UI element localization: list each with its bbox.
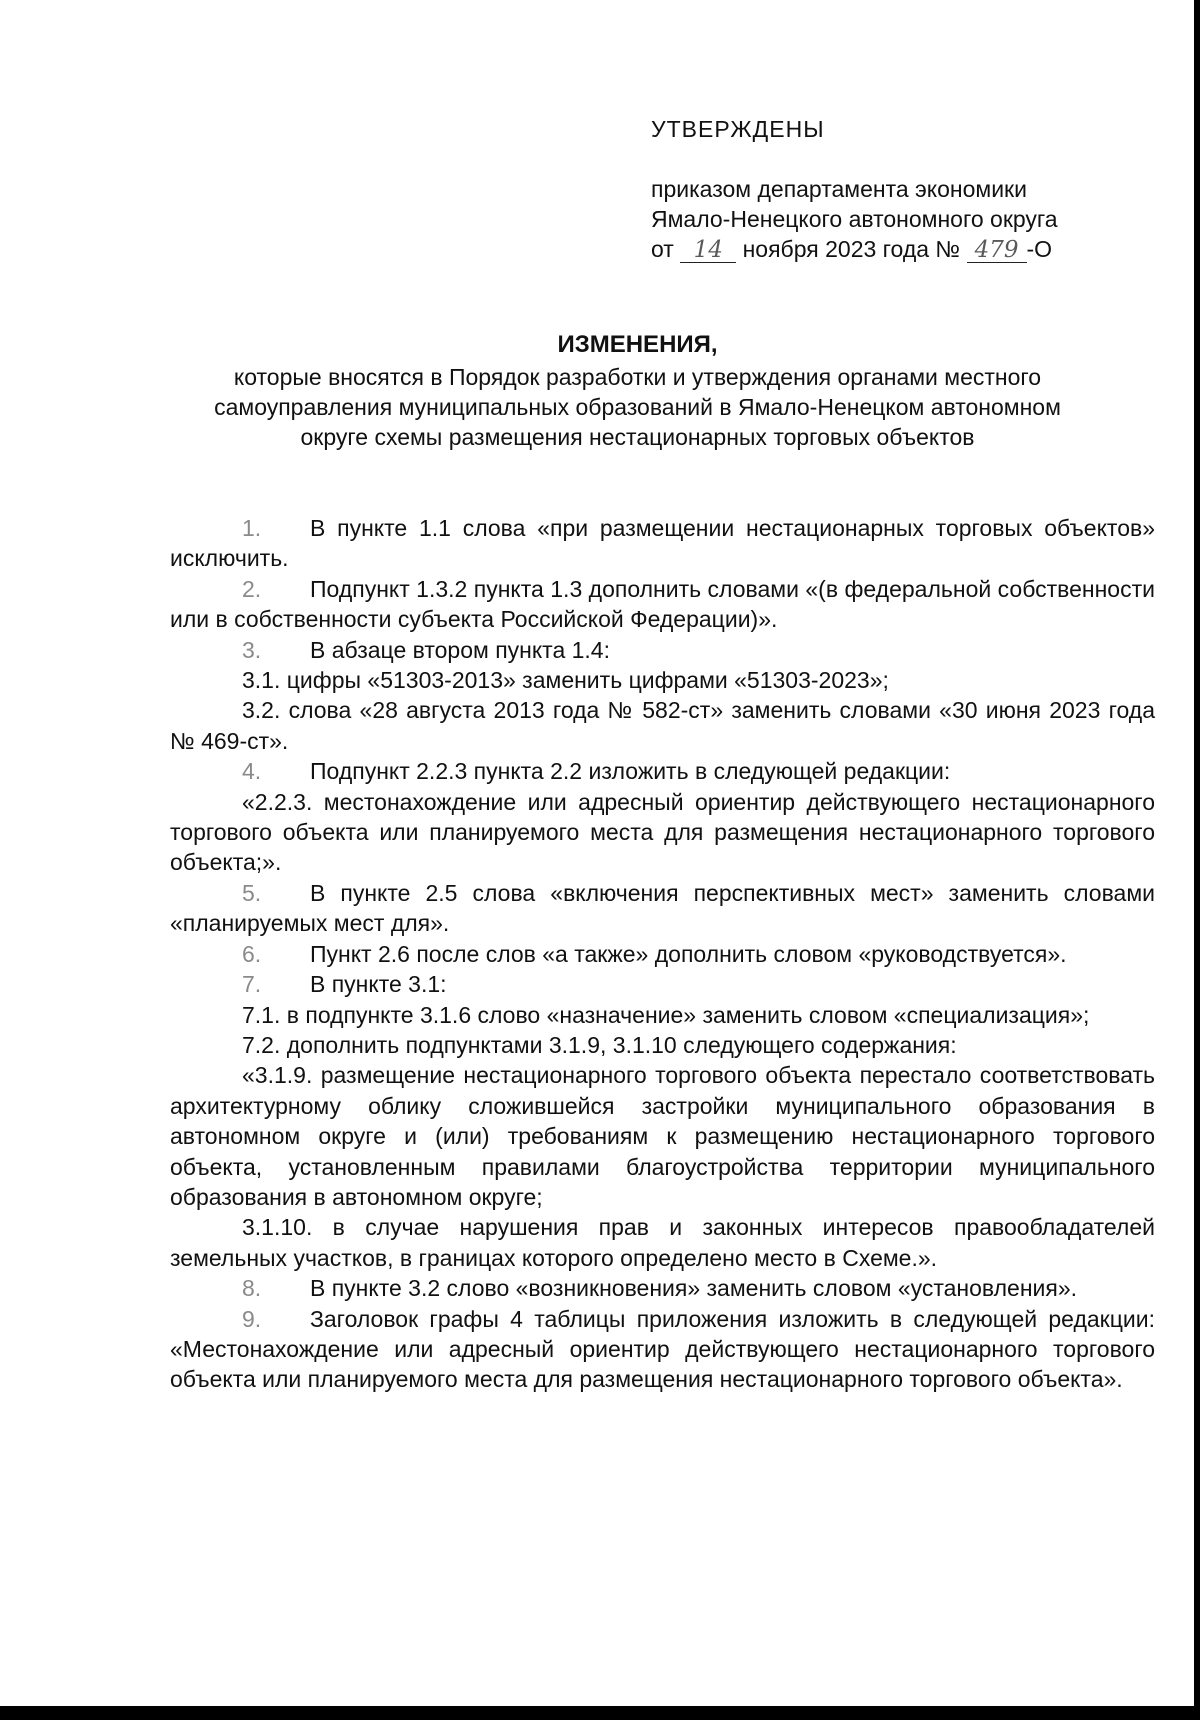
handwritten-order-number: 479 <box>967 238 1027 263</box>
amendment-item-4 <box>170 756 1155 786</box>
item-text: В абзаце втором пункта 1.4: <box>310 636 610 663</box>
amendment-quote-3-1-10 <box>170 1212 1155 1273</box>
item-number: 5. <box>242 879 262 906</box>
item-text: «3.1.9. размещение нестационарного торгового объекта перестало соответствовать архитектурному облику сложившейся застройки муниципального образования в автономном округе и (или) требованиям к размещению нестационарного торгового объекта, установленным правилами благоустройства территории муниципального образования в автономном округе; <box>170 1062 1155 1210</box>
amendment-item-9 <box>170 1304 1155 1395</box>
item-text: В пункте 3.1: <box>310 971 447 998</box>
title-line-1: которые вносятся в Порядок разработки и утверждения органами местного <box>233 364 1042 390</box>
approval-block <box>651 114 1058 264</box>
item-text: «2.2.3. местонахождение или адресный ориентир действующего нестационарного торгового объекта или планируемого места для размещения нестационарного торгового объекта;». <box>170 788 1155 876</box>
title-heading: ИЗМЕНЕНИЯ, <box>557 331 718 358</box>
scan-border <box>1194 0 1200 1720</box>
amendment-item-5 <box>170 878 1155 939</box>
amendments-list <box>170 513 1155 1395</box>
item-text: В пункте 3.2 слово «возникновения» заменить словом «установления». <box>310 1275 1078 1302</box>
date-prefix: от <box>651 236 674 262</box>
amendment-subitem-3-2 <box>170 695 1155 756</box>
order-suffix: -О <box>1026 236 1053 262</box>
approval-line-1: приказом департамента экономики <box>651 176 1027 202</box>
amendment-quote-2-2-3 <box>170 787 1155 878</box>
item-text: Пункт 2.6 после слов «а также» дополнить словом «руководствуется». <box>310 940 1067 967</box>
item-number: 4. <box>242 758 262 785</box>
amendment-item-8 <box>170 1273 1155 1303</box>
approval-heading: УТВЕРЖДЕНЫ <box>651 116 825 142</box>
item-text: 7.1. в подпункте 3.1.6 слово «назначение» заменить словом «специализация»; <box>242 1001 1090 1028</box>
handwritten-day: 14 <box>680 238 736 263</box>
title-line-3: округе схемы размещения нестационарных торговых объектов <box>300 424 975 450</box>
item-text: 7.2. дополнить подпунктами 3.1.9, 3.1.10 следующего содержания: <box>242 1031 957 1058</box>
amendment-item-2 <box>170 574 1155 635</box>
item-text: 3.1.10. в случае нарушения прав и законных интересов правообладателей земельных участков, в границах которого определено место в Схеме.». <box>170 1214 1155 1271</box>
item-text: 3.1. цифры «51303-2013» заменить цифрами «51303-2023»; <box>242 667 889 694</box>
approval-date-line <box>651 234 1058 264</box>
item-text: 3.2. слова «28 августа 2013 года № 582-ст» заменить словами «30 июня 2023 года № 469-ст». <box>170 697 1155 754</box>
item-text: В пункте 1.1 слова «при размещении нестационарных торговых объектов» исключить. <box>170 515 1155 572</box>
item-number: 9. <box>242 1305 262 1332</box>
amendment-item-7 <box>170 969 1155 999</box>
document-title <box>160 330 1115 452</box>
amendment-item-1 <box>170 513 1155 574</box>
item-text: Подпункт 2.2.3 пункта 2.2 изложить в следующей редакции: <box>310 758 951 785</box>
amendment-quote-3-1-9 <box>170 1060 1155 1212</box>
item-number: 6. <box>242 940 262 967</box>
date-rest: ноября 2023 года № <box>742 236 961 262</box>
item-number: 8. <box>242 1275 262 1302</box>
item-number: 3. <box>242 636 262 663</box>
item-number: 2. <box>242 575 262 602</box>
amendment-subitem-3-1 <box>170 665 1155 695</box>
approval-line-2: Ямало-Ненецкого автономного округа <box>651 206 1058 232</box>
title-line-2: самоуправления муниципальных образований в Ямало-Ненецком автономном <box>214 394 1061 420</box>
item-number: 7. <box>242 971 262 998</box>
amendment-subitem-7-2 <box>170 1030 1155 1060</box>
item-text: В пункте 2.5 слова «включения перспективных мест» заменить словами «планируемых мест для». <box>170 879 1155 937</box>
item-number: 1. <box>242 515 262 541</box>
amendment-subitem-7-1 <box>170 1000 1155 1030</box>
amendment-item-6 <box>170 939 1155 969</box>
item-text: Подпункт 1.3.2 пункта 1.3 дополнить словами «(в федеральной собственности или в собственности субъекта Российской Федерации)». <box>170 575 1155 633</box>
item-text: Заголовок графы 4 таблицы приложения изложить в следующей редакции: «Местонахождение или адресный ориентир действующего нестационарного торгового объекта или планируемого места для размещения нестационарного торгового объекта». <box>170 1305 1155 1393</box>
amendment-item-3 <box>170 635 1155 665</box>
